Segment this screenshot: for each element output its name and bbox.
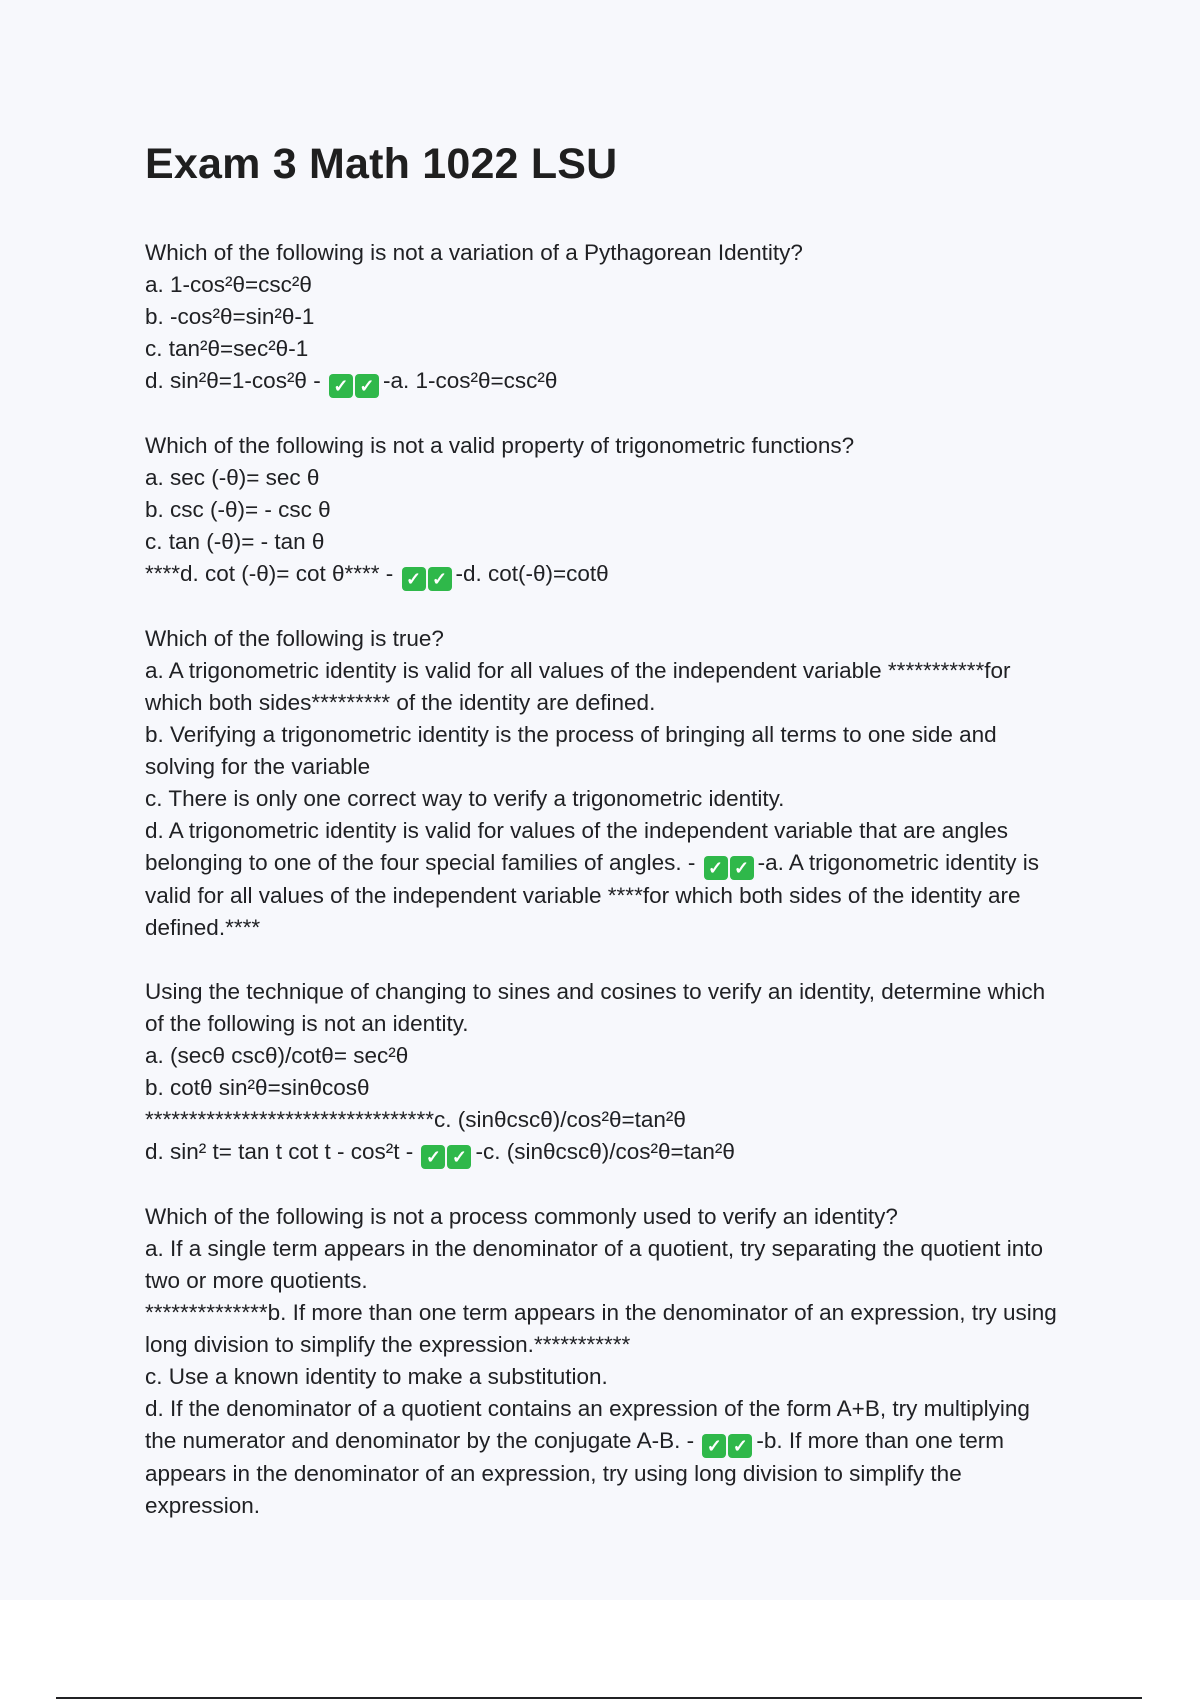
option-d-with-answer: [145, 558, 1065, 591]
question-text: Which of the following is not a variation of a Pythagorean Identity?: [145, 240, 803, 265]
check-mark-icon: ✓: [702, 1434, 726, 1458]
question-text: Which of the following is true?: [145, 626, 444, 651]
question-text: Which of the following is not a process commonly used to verify an identity?: [145, 1204, 898, 1229]
option-d: d. If the denominator of a quotient contains an expression of the form A+B, try multiplying the numerator and denominator by the conjugate A-B. -: [145, 1396, 1030, 1453]
answer-text: -d. cot(-θ)=cotθ: [455, 561, 609, 586]
check-mark-icon: ✓: [704, 856, 728, 880]
question-block-5: [145, 1201, 1065, 1522]
page-title: Exam 3 Math 1022 LSU: [145, 140, 618, 188]
answer-text: -b. If more than one term appears in the denominator of an expression, try using long division to simplify the expression.: [145, 1428, 1004, 1518]
check-mark-icon: ✓: [355, 374, 379, 398]
option-d: d. sin² t= tan t cot t - cos²t -: [145, 1139, 420, 1164]
option-c: c. tan (-θ)= - tan θ: [145, 529, 325, 554]
answer-text: -c. (sinθcscθ)/cos²θ=tan²θ: [475, 1139, 735, 1164]
option-b: b. csc (-θ)= - csc θ: [145, 497, 331, 522]
answer-text: -a. 1-cos²θ=csc²θ: [382, 368, 558, 393]
option-d-with-answer: [145, 365, 1065, 398]
option-d: d. A trigonometric identity is valid for values of the independent variable that are angles belonging to one of the four special families of angles. -: [145, 818, 1009, 875]
option-a: a. 1-cos²θ=csc²θ: [145, 272, 312, 297]
option-c: c. There is only one correct way to verify a trigonometric identity.: [145, 786, 785, 811]
question-block-3: [145, 623, 1065, 944]
document-content: [145, 140, 1065, 1554]
answer-check-marks: [402, 558, 454, 591]
answer-check-marks: [421, 1136, 473, 1169]
option-d-with-answer: [145, 1393, 1065, 1522]
option-b: b. cotθ sin²θ=sinθcosθ: [145, 1075, 370, 1100]
question-block-1: [145, 237, 1065, 398]
option-d-with-answer: [145, 815, 1065, 944]
question-text: Which of the following is not a valid property of trigonometric functions?: [145, 433, 855, 458]
answer-check-marks: [704, 847, 756, 880]
option-d-with-answer: [145, 1136, 1065, 1169]
question-text: Using the technique of changing to sines and cosines to verify an identity, determine which of the following is not an identity.: [145, 979, 1046, 1036]
check-mark-icon: ✓: [428, 567, 452, 591]
check-mark-icon: ✓: [402, 567, 426, 591]
question-block-4: [145, 976, 1065, 1169]
option-d: d. sin²θ=1-cos²θ -: [145, 368, 327, 393]
check-mark-icon: ✓: [447, 1145, 471, 1169]
option-c: c. Use a known identity to make a substitution.: [145, 1364, 608, 1389]
check-mark-icon: ✓: [421, 1145, 445, 1169]
answer-check-marks: [702, 1425, 754, 1458]
option-a: a. If a single term appears in the denominator of a quotient, try separating the quotient into two or more quotients.: [145, 1236, 1044, 1293]
check-mark-icon: ✓: [728, 1434, 752, 1458]
option-d: ****d. cot (-θ)= cot θ**** -: [145, 561, 400, 586]
check-mark-icon: ✓: [730, 856, 754, 880]
option-b: b. Verifying a trigonometric identity is the process of bringing all terms to one side and solving for the variable: [145, 722, 997, 779]
option-a: a. A trigonometric identity is valid for all values of the independent variable ***********for which both sides********* of the identity are defined.: [145, 658, 1011, 715]
footer-divider: [56, 1697, 1142, 1699]
option-c: c. tan²θ=sec²θ-1: [145, 336, 309, 361]
answer-text: -a. A trigonometric identity is valid for all values of the independent variable ****for which both sides of the identity are defined.****: [145, 850, 1039, 940]
option-a: a. (secθ cscθ)/cotθ= sec²θ: [145, 1043, 409, 1068]
option-a: a. sec (-θ)= sec θ: [145, 465, 320, 490]
check-mark-icon: ✓: [329, 374, 353, 398]
option-c: *********************************c. (sinθcscθ)/cos²θ=tan²θ: [145, 1107, 686, 1132]
option-b: **************b. If more than one term appears in the denominator of an expression, try using long division to simplify the expression.***********: [145, 1300, 1057, 1357]
answer-check-marks: [329, 365, 381, 398]
question-block-2: [145, 430, 1065, 591]
option-b: b. -cos²θ=sin²θ-1: [145, 304, 315, 329]
